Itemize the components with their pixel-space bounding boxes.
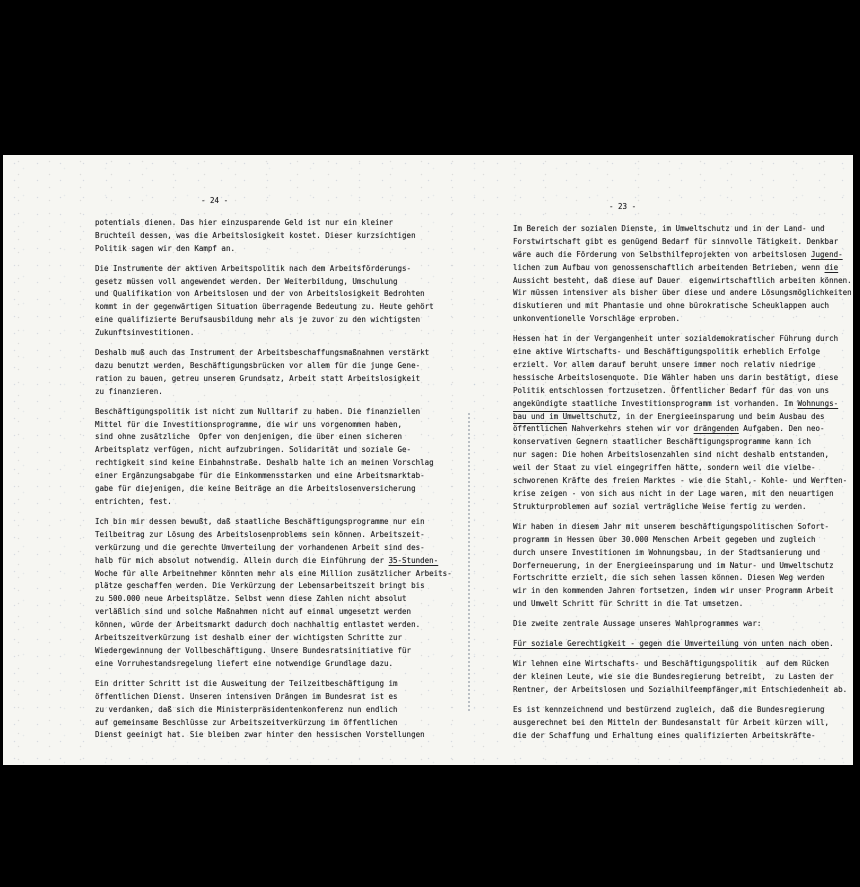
text-line [95, 645, 477, 658]
text-segment: Zukunftsinvestitionen. [95, 328, 195, 338]
text-line [513, 488, 857, 501]
text-line [513, 359, 857, 372]
text-segment: bau und im Umweltschutz [513, 411, 617, 421]
text-line [95, 516, 477, 529]
text-line [95, 457, 477, 470]
text-line [95, 496, 477, 509]
text-segment: sind ohne zusätzliche Opfer von denjenigen, die über einen sicheren [95, 432, 403, 442]
text-segment: gesetz müssen voll angewendet werden. Der Weiterbildung, Umschulung [95, 276, 398, 286]
text-line [513, 547, 857, 560]
text-line [95, 691, 477, 704]
text-segment: Ich bin mir dessen bewußt, daß staatliche Beschäftigungsprogramme nur ein [95, 516, 425, 526]
text-segment: plätze geschaffen werden. Die Verkürzung der Lebensarbeitszeit bringt bis [95, 581, 425, 591]
text-line [513, 462, 857, 475]
text-segment: lichen zum Aufbau von genossenschaftlich arbeitenden Betrieben, wenn [513, 262, 825, 272]
text-segment: wir in den kommenden Jahren fortsetzen, indem wir unser Programm Arbeit [513, 586, 834, 596]
text-segment: Im Bereich der sozialen Dienste, im Umweltschutz und in der Land- und [513, 223, 825, 233]
text-line [95, 483, 477, 496]
text-line [513, 585, 857, 598]
text-segment: Dorferneuerung, in der Energieeinsparung und im Natur- und Umweltschutz [513, 560, 834, 570]
text-segment: Wir lehnen eine Wirtschafts- und Beschäftigungspolitik auf dem Rücken [513, 658, 830, 668]
paragraph [95, 516, 477, 671]
page-24-body [95, 217, 477, 742]
text-line [95, 217, 477, 230]
text-segment: unkonventionelle Vorschläge erproben. [513, 314, 681, 324]
text-line [95, 619, 477, 632]
text-segment: , in der Energieeinsparung und beim Ausbau des [616, 411, 825, 421]
text-line [513, 598, 857, 611]
text-segment: öffentlichen Dienst. Unseren intensiven Drängen im Bundesrat ist es [95, 691, 398, 701]
text-segment: zu verdanken, daß sich die Ministerpräsidentenkonferenz nun endlich [95, 704, 398, 714]
text-segment: erzielt. Vor allem darauf beruht unsere immer noch relativ niedrige [513, 359, 816, 369]
text-segment: Hessen hat in der Vergangenheit unter sozialdemokratischer Führung durch [513, 334, 839, 344]
text-segment: 35-Stunden- [388, 555, 439, 565]
text-line [513, 249, 857, 262]
text-segment: . [829, 639, 834, 649]
text-line [513, 300, 857, 313]
text-line [513, 638, 857, 651]
text-line [95, 568, 477, 581]
text-segment: Politik sagen wir den Kampf an. [95, 243, 235, 253]
text-line [95, 444, 477, 457]
text-segment: Woche für alle Arbeitnehmer könnten mehr als eine Million zusätzlicher Arbeits- [95, 568, 452, 578]
text-line [513, 658, 857, 671]
text-line [95, 263, 477, 276]
text-segment: Forstwirtschaft gibt es genügend Bedarf für sinnvolle Tätigkeit. Denkbar [513, 236, 839, 246]
text-line [513, 449, 857, 462]
text-line [513, 501, 857, 514]
text-segment: Teilbeitrag zur Lösung des Arbeitslosenproblems sein können. Arbeitszeit- [95, 529, 425, 539]
text-line [95, 360, 477, 373]
text-line [95, 327, 477, 340]
text-line [95, 301, 477, 314]
page-23-number: - 23 - [609, 202, 637, 211]
text-line [95, 314, 477, 327]
text-line [95, 542, 477, 555]
text-segment: Strukturproblemen auf sozial verträgliche Weise fertig zu werden. [513, 501, 807, 511]
text-segment: der kleinen Leute, wie sie die Bundesregierung betreibt, zu Lasten der [513, 671, 834, 681]
text-line [95, 230, 477, 243]
paragraph [513, 658, 857, 697]
paragraph [513, 638, 857, 651]
text-segment: wäre auch die Förderung von Selbsthilfeprojekten von arbeitslosen [513, 249, 812, 259]
text-line [513, 333, 857, 346]
text-segment: Nahverkehrs stehen wir vor [567, 424, 694, 434]
text-segment: verläßlich sind und solche Maßnahmen nicht auf einmal umgesetzt werden [95, 607, 412, 617]
paragraph [95, 217, 477, 256]
text-line [513, 275, 857, 288]
text-segment: eine aktive Wirtschafts- und Beschäftigungspolitik erheblich Erfolge [513, 347, 821, 357]
text-segment: Aufgaben. Den neo- [738, 424, 825, 434]
text-line [513, 534, 857, 547]
text-segment: halb für mich absolut notwendig. Allein durch die Einführung der [95, 555, 389, 565]
text-segment: Ein dritter Schritt ist die Ausweitung der Teilzeitbeschäftigung im [95, 678, 398, 688]
text-segment: kommt in der gegenwärtigen Situation überragende Bedeutung zu. Heute gehört [95, 302, 434, 312]
text-segment: Jugend- [811, 249, 843, 259]
text-segment: Politik entschlossen fortzusetzen. Öffentlicher Bedarf für das von uns [513, 385, 830, 395]
text-line [95, 606, 477, 619]
paragraph [95, 678, 477, 743]
text-segment: Dienst geeinigt hat. Sie bleiben zwar hinter den hessischen Vorstellungen [95, 730, 425, 740]
text-line [95, 406, 477, 419]
text-line [95, 555, 477, 568]
text-segment: und Umwelt Schritt für Schritt in die Tat umsetzen. [513, 599, 744, 609]
text-segment: Mittel für die Investitionsprogramme, die wir uns vorgenommen haben, [95, 419, 403, 429]
text-line [95, 470, 477, 483]
text-line [513, 262, 857, 275]
scanned-document-sheet [3, 155, 853, 765]
page-24 [95, 195, 477, 742]
text-line [513, 223, 857, 236]
text-line [95, 678, 477, 691]
text-segment: durch unsere Investitionen im Wohnungsbau, in der Stadtsanierung und [513, 547, 821, 557]
text-line [95, 704, 477, 717]
paragraph [95, 347, 477, 399]
page-24-number: - 24 - [201, 196, 229, 205]
text-line [513, 287, 857, 300]
text-segment: Arbeitsplatz verfügen, nicht aufzubringen. Solidarität und soziale Ge- [95, 445, 412, 455]
text-line [95, 347, 477, 360]
text-segment: die [824, 262, 839, 272]
text-segment: ausgerechnet bei den Mitteln der Bundesanstalt für Arbeit kürzen will, [513, 717, 830, 727]
text-segment: auf gemeinsame Beschlüsse zur Arbeitszeitverkürzung im öffentlichen [95, 717, 398, 727]
text-line [513, 372, 857, 385]
paragraph [513, 618, 857, 631]
text-segment: zu finanzieren. [95, 386, 163, 396]
text-line [513, 385, 857, 398]
text-segment: verkürzung und die gerechte Umverteilung der vorhandenen Arbeit sind des- [95, 542, 425, 552]
text-segment: Bruchteil dessen, was die Arbeitslosigkeit kostet. Dieser kurzsichtigen [95, 230, 416, 240]
text-line [95, 243, 477, 256]
text-segment: Es ist kennzeichnend und bestürzend zugleich, daß die Bundesregierung [513, 704, 825, 714]
paragraph [513, 704, 857, 743]
text-segment: eine Vorruhestandsregelung liefert eine notwendige Grundlage dazu. [95, 658, 394, 668]
text-line [513, 398, 857, 411]
text-line [513, 572, 857, 585]
text-line [513, 411, 857, 424]
text-line [95, 717, 477, 730]
text-segment: hessische Arbeitslosenquote. Die Wähler haben uns darin bestätigt, diese [513, 372, 839, 382]
text-line [513, 423, 857, 436]
text-line [513, 684, 857, 697]
text-line [95, 373, 477, 386]
text-segment: programm in Hessen über 30.000 Menschen Arbeit gegeben und zugleich [513, 534, 816, 544]
text-line [513, 236, 857, 249]
text-segment: potentials dienen. Das hier einzusparende Geld ist nur ein kleiner [95, 217, 394, 227]
text-line [513, 704, 857, 717]
text-line [95, 386, 477, 399]
text-segment: Wir haben in diesem Jahr mit unserem beschäftigungspolitischen Sofort- [513, 521, 830, 531]
text-segment: gabe für diejenigen, die keine Beiträge an die Arbeitslosenversicherung [95, 484, 416, 494]
paragraph [95, 263, 477, 340]
text-line [95, 276, 477, 289]
paragraph [513, 521, 857, 611]
text-segment: Wiedergewinnung der Vollbeschäftigung. Unsere Bundesratsinitiative für [95, 645, 412, 655]
page-23 [513, 201, 857, 742]
text-segment: angekündigte staatliche Investitionsprogramm ist vorhanden. Im [513, 398, 798, 408]
text-segment: ration zu bauen, getreu unserem Grundsatz, Arbeit statt Arbeitslosigkeit [95, 373, 421, 383]
text-line [513, 560, 857, 573]
text-segment: dazu benutzt werden, Beschäftigungsbrücken vor allem für die junge Gene- [95, 360, 421, 370]
text-line [513, 730, 857, 743]
text-line [95, 658, 477, 671]
text-line [513, 717, 857, 730]
text-segment: weil der Staat zu viel eingegriffen hätte, sondern weil die vielbe- [513, 463, 816, 473]
text-segment: diskutieren und mit Phantasie und ohne bürokratische Scheuklappen auch [513, 301, 830, 311]
text-segment: Deshalb muß auch das Instrument der Arbeitsbeschaffungsmaßnahmen verstärkt [95, 348, 430, 358]
text-segment: können, würde der Arbeitsmarkt dadurch doch nachhaltig entlastet werden. [95, 620, 421, 630]
text-line [95, 419, 477, 432]
text-segment: Wohnungs- [797, 398, 839, 408]
paragraph [95, 406, 477, 509]
paragraph [513, 333, 857, 514]
text-segment: entrichten, fest. [95, 497, 172, 507]
text-segment: Die zweite zentrale Aussage unseres Wahlprogrammes war: [513, 619, 762, 629]
text-line [95, 431, 477, 444]
text-segment: konservativen Gegnern staatlicher Beschäftigungsprogramme kann ich [513, 437, 812, 447]
text-line [513, 521, 857, 534]
paragraph [513, 223, 857, 326]
page-23-body [513, 223, 857, 743]
text-line [513, 346, 857, 359]
text-segment: Wir müssen intensiver als bisher über diese und andere Lösungsmöglichkeiten [513, 288, 852, 298]
text-line [513, 475, 857, 488]
text-segment: und Qualifikation von Arbeitslosen und der von Arbeitslosigkeit Bedrohten [95, 289, 425, 299]
text-segment: Beschäftigungspolitik ist nicht zum Nulltarif zu haben. Die finanziellen [95, 406, 421, 416]
text-line [513, 671, 857, 684]
text-segment: Aussicht besteht, daß diese auf Dauer eigenwirtschaftlich arbeiten können. [513, 275, 852, 285]
text-segment: drängenden [693, 424, 739, 434]
text-segment: Fortschritte erzielt, die sich sehen lassen können. Diesen Weg werden [513, 573, 825, 583]
text-segment: nur sagen: Die hohen Arbeitslosenzahlen sind nicht deshalb entstanden, [513, 450, 830, 460]
text-segment: öffentlichen [513, 424, 568, 434]
text-line [95, 288, 477, 301]
text-line [95, 529, 477, 542]
text-line [513, 313, 857, 326]
text-segment: Die Instrumente der aktiven Arbeitspolitik nach dem Arbeitsförderungs- [95, 263, 412, 273]
page-fold-line [468, 413, 470, 711]
text-line [95, 729, 477, 742]
text-line [95, 632, 477, 645]
text-segment: die der Schaffung und Erhaltung eines qualifizierten Arbeitskräfte- [513, 730, 816, 740]
text-segment: krise zeigen - von sich aus nicht in der Lage waren, mit den neuartigen [513, 489, 834, 499]
text-line [513, 436, 857, 449]
text-segment: eine qualifizierte Berufsausbildung mehr als je zuvor zu den wichtigsten [95, 315, 421, 325]
text-segment: schworenen Kräfte des freien Marktes - wie die Stahl,- Kohle- und Werften- [513, 476, 848, 486]
text-line [513, 618, 857, 631]
text-segment: einer Ergänzungsabgabe für die Einkommensstarken und eine Arbeitsmarktab- [95, 471, 425, 481]
text-line [95, 593, 477, 606]
text-segment: Rentner, der Arbeitslosen und Sozialhilfeempfänger,mit Entschiedenheit ab. [513, 684, 848, 694]
text-line [95, 580, 477, 593]
text-segment: Arbeitszeitverkürzung ist deshalb einer der wichtigsten Schritte zur [95, 633, 403, 643]
text-segment: zu 500.000 neue Arbeitsplätze. Selbst wenn diese Zahlen nicht absolut [95, 594, 407, 604]
text-segment: Für soziale Gerechtigkeit - gegen die Umverteilung von unten nach oben [513, 639, 830, 649]
text-segment: rechtigkeit sind keine Einbahnstraße. Deshalb halte ich an meinen Vorschlag [95, 458, 434, 468]
